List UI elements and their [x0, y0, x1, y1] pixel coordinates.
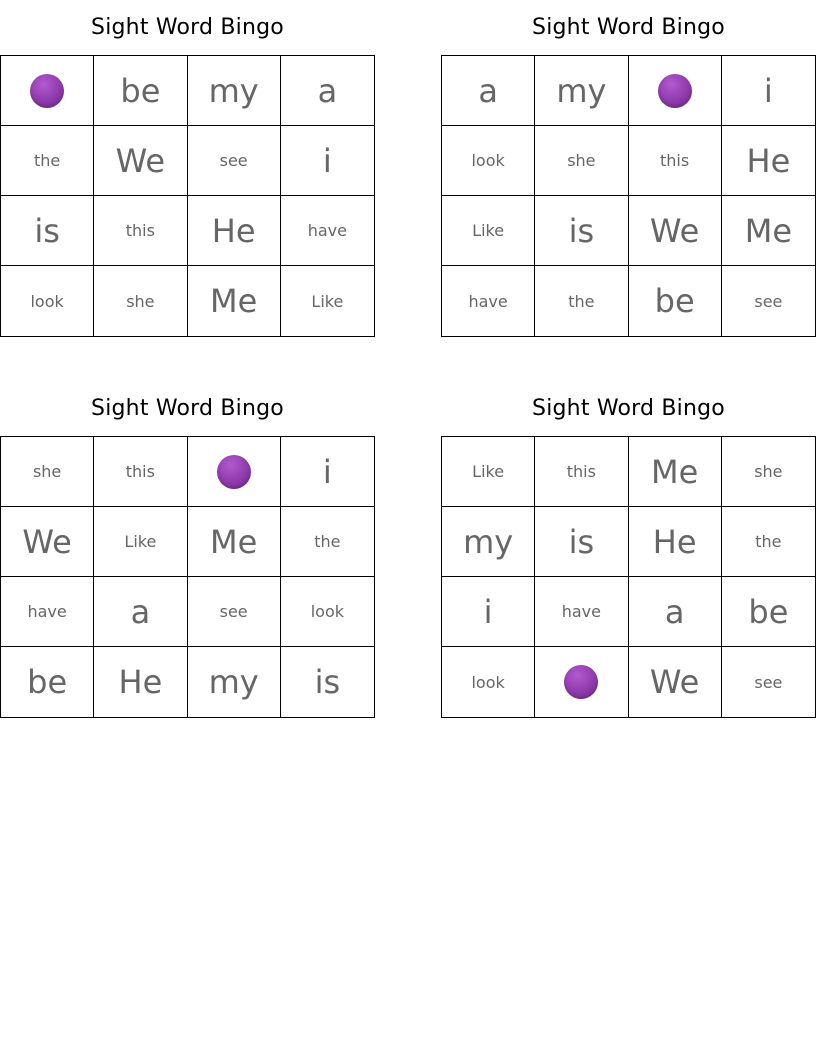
bingo-cell — [722, 266, 815, 336]
bingo-cell — [629, 437, 722, 507]
bingo-grid — [0, 55, 375, 337]
bingo-cell — [281, 196, 374, 266]
bingo-cell — [281, 437, 374, 507]
bingo-cell — [442, 266, 535, 336]
bingo-word: Me — [650, 452, 699, 491]
bingo-word: the — [568, 291, 595, 311]
bingo-word: Me — [209, 522, 258, 561]
bingo-word: look — [471, 151, 505, 170]
bingo-cell — [722, 577, 815, 647]
bingo-cell — [722, 196, 815, 266]
bingo-cell — [188, 507, 281, 577]
bingo-cell — [629, 126, 722, 196]
bingo-word: We — [22, 522, 72, 561]
bingo-word: be — [748, 592, 789, 631]
bingo-word: is — [34, 211, 60, 250]
bingo-word: have — [27, 602, 67, 621]
bingo-word: my — [556, 71, 607, 110]
bingo-word: We — [115, 141, 166, 180]
bingo-word: Like — [472, 221, 505, 240]
bingo-cell — [94, 577, 187, 647]
bingo-word: Me — [744, 211, 793, 250]
bingo-cell — [722, 647, 815, 717]
bingo-word: see — [219, 151, 248, 170]
bingo-cell — [188, 196, 281, 266]
bingo-cell — [442, 437, 535, 507]
bingo-word: a — [317, 71, 338, 110]
bingo-cell — [535, 196, 628, 266]
bingo-cell — [188, 56, 281, 126]
bingo-cell — [629, 196, 722, 266]
bingo-word: is — [568, 522, 595, 561]
bingo-cell — [535, 266, 628, 336]
bingo-word: she — [567, 151, 596, 170]
bingo-cell — [188, 577, 281, 647]
bingo-cell — [535, 437, 628, 507]
bingo-grid — [441, 55, 816, 337]
bingo-word: look — [310, 602, 345, 621]
bingo-cell — [442, 577, 535, 647]
bingo-word: the — [755, 532, 782, 551]
bingo-word: she — [126, 291, 155, 311]
bingo-cell — [629, 507, 722, 577]
bingo-cell — [722, 56, 815, 126]
bingo-word: i — [322, 452, 332, 491]
bingo-word: this — [566, 462, 596, 481]
purple-chip-icon — [564, 665, 598, 699]
bingo-word: Like — [124, 532, 157, 551]
bingo-word: i — [483, 592, 493, 631]
purple-chip-icon — [217, 455, 251, 489]
bingo-word: the — [33, 151, 61, 170]
bingo-cell — [281, 266, 374, 336]
bingo-cell — [1, 437, 94, 507]
bingo-cell — [722, 126, 815, 196]
bingo-word: see — [754, 291, 783, 311]
bingo-cell — [94, 126, 187, 196]
bingo-cell — [442, 647, 535, 717]
bingo-word: have — [561, 602, 601, 621]
card-title: Sight Word Bingo — [532, 396, 725, 421]
bingo-cell — [1, 266, 94, 336]
bingo-word: is — [314, 663, 341, 701]
bingo-cell — [442, 196, 535, 266]
bingo-word: be — [654, 282, 695, 320]
bingo-word: see — [754, 672, 783, 692]
bingo-cell — [442, 126, 535, 196]
bingo-word: Like — [472, 462, 505, 481]
bingo-word: be — [120, 71, 161, 110]
bingo-cell — [94, 507, 187, 577]
bingo-word: look — [30, 291, 64, 311]
bingo-word: this — [660, 151, 690, 170]
card-title: Sight Word Bingo — [91, 15, 284, 40]
bingo-word: the — [314, 532, 341, 551]
bingo-cell — [94, 647, 187, 717]
bingo-cell — [281, 577, 374, 647]
bingo-cell — [629, 577, 722, 647]
bingo-word: Like — [311, 291, 344, 311]
bingo-word: my — [208, 71, 259, 110]
bingo-word: look — [471, 672, 505, 692]
bingo-cell — [1, 507, 94, 577]
bingo-card-4 — [441, 381, 816, 718]
bingo-word: she — [754, 462, 783, 481]
bingo-cell — [281, 56, 374, 126]
bingo-word: a — [130, 592, 151, 631]
bingo-cell — [442, 507, 535, 577]
bingo-word: a — [478, 71, 498, 110]
bingo-cell — [629, 266, 722, 336]
bingo-card-1 — [0, 0, 375, 337]
bingo-cell — [535, 126, 628, 196]
free-space-cell — [188, 437, 281, 507]
bingo-cell — [188, 266, 281, 336]
bingo-word: have — [307, 221, 347, 240]
bingo-cell — [722, 507, 815, 577]
bingo-card-3 — [0, 381, 375, 718]
bingo-cell — [722, 437, 815, 507]
bingo-cell — [1, 577, 94, 647]
bingo-word: i — [322, 141, 332, 180]
bingo-cell — [442, 56, 535, 126]
bingo-word: He — [118, 663, 163, 701]
bingo-word: have — [468, 291, 508, 311]
bingo-word: He — [652, 522, 697, 561]
bingo-card-2 — [441, 0, 816, 337]
bingo-cell — [1, 196, 94, 266]
card-title: Sight Word Bingo — [532, 15, 725, 40]
bingo-word: this — [125, 462, 155, 481]
bingo-cell — [94, 437, 187, 507]
bingo-word: a — [664, 592, 685, 631]
bingo-cell — [535, 56, 628, 126]
bingo-cell — [94, 196, 187, 266]
bingo-word: she — [32, 462, 62, 481]
bingo-word: We — [649, 663, 700, 701]
bingo-grid — [0, 436, 375, 718]
bingo-word: Me — [209, 282, 258, 320]
bingo-word: see — [219, 602, 248, 621]
free-space-cell — [629, 56, 722, 126]
bingo-grid — [441, 436, 816, 718]
bingo-word: He — [746, 141, 791, 180]
bingo-word: my — [208, 663, 259, 701]
purple-chip-icon — [30, 74, 64, 108]
bingo-cell — [94, 56, 187, 126]
bingo-cell — [535, 507, 628, 577]
card-title: Sight Word Bingo — [91, 396, 284, 421]
free-space-cell — [535, 647, 628, 717]
bingo-cell — [188, 126, 281, 196]
bingo-word: is — [568, 211, 595, 250]
bingo-cell — [535, 577, 628, 647]
bingo-word: my — [463, 522, 514, 561]
bingo-word: this — [125, 221, 155, 240]
bingo-cell — [1, 126, 94, 196]
bingo-cell — [281, 507, 374, 577]
bingo-cell — [1, 647, 94, 717]
purple-chip-icon — [658, 74, 692, 108]
bingo-word: We — [649, 211, 700, 250]
bingo-word: He — [211, 211, 256, 250]
bingo-cell — [281, 126, 374, 196]
free-space-cell — [1, 56, 94, 126]
bingo-cell — [629, 647, 722, 717]
bingo-cell — [188, 647, 281, 717]
bingo-word: be — [27, 663, 68, 701]
bingo-word: i — [763, 71, 773, 110]
bingo-cell — [281, 647, 374, 717]
bingo-cell — [94, 266, 187, 336]
